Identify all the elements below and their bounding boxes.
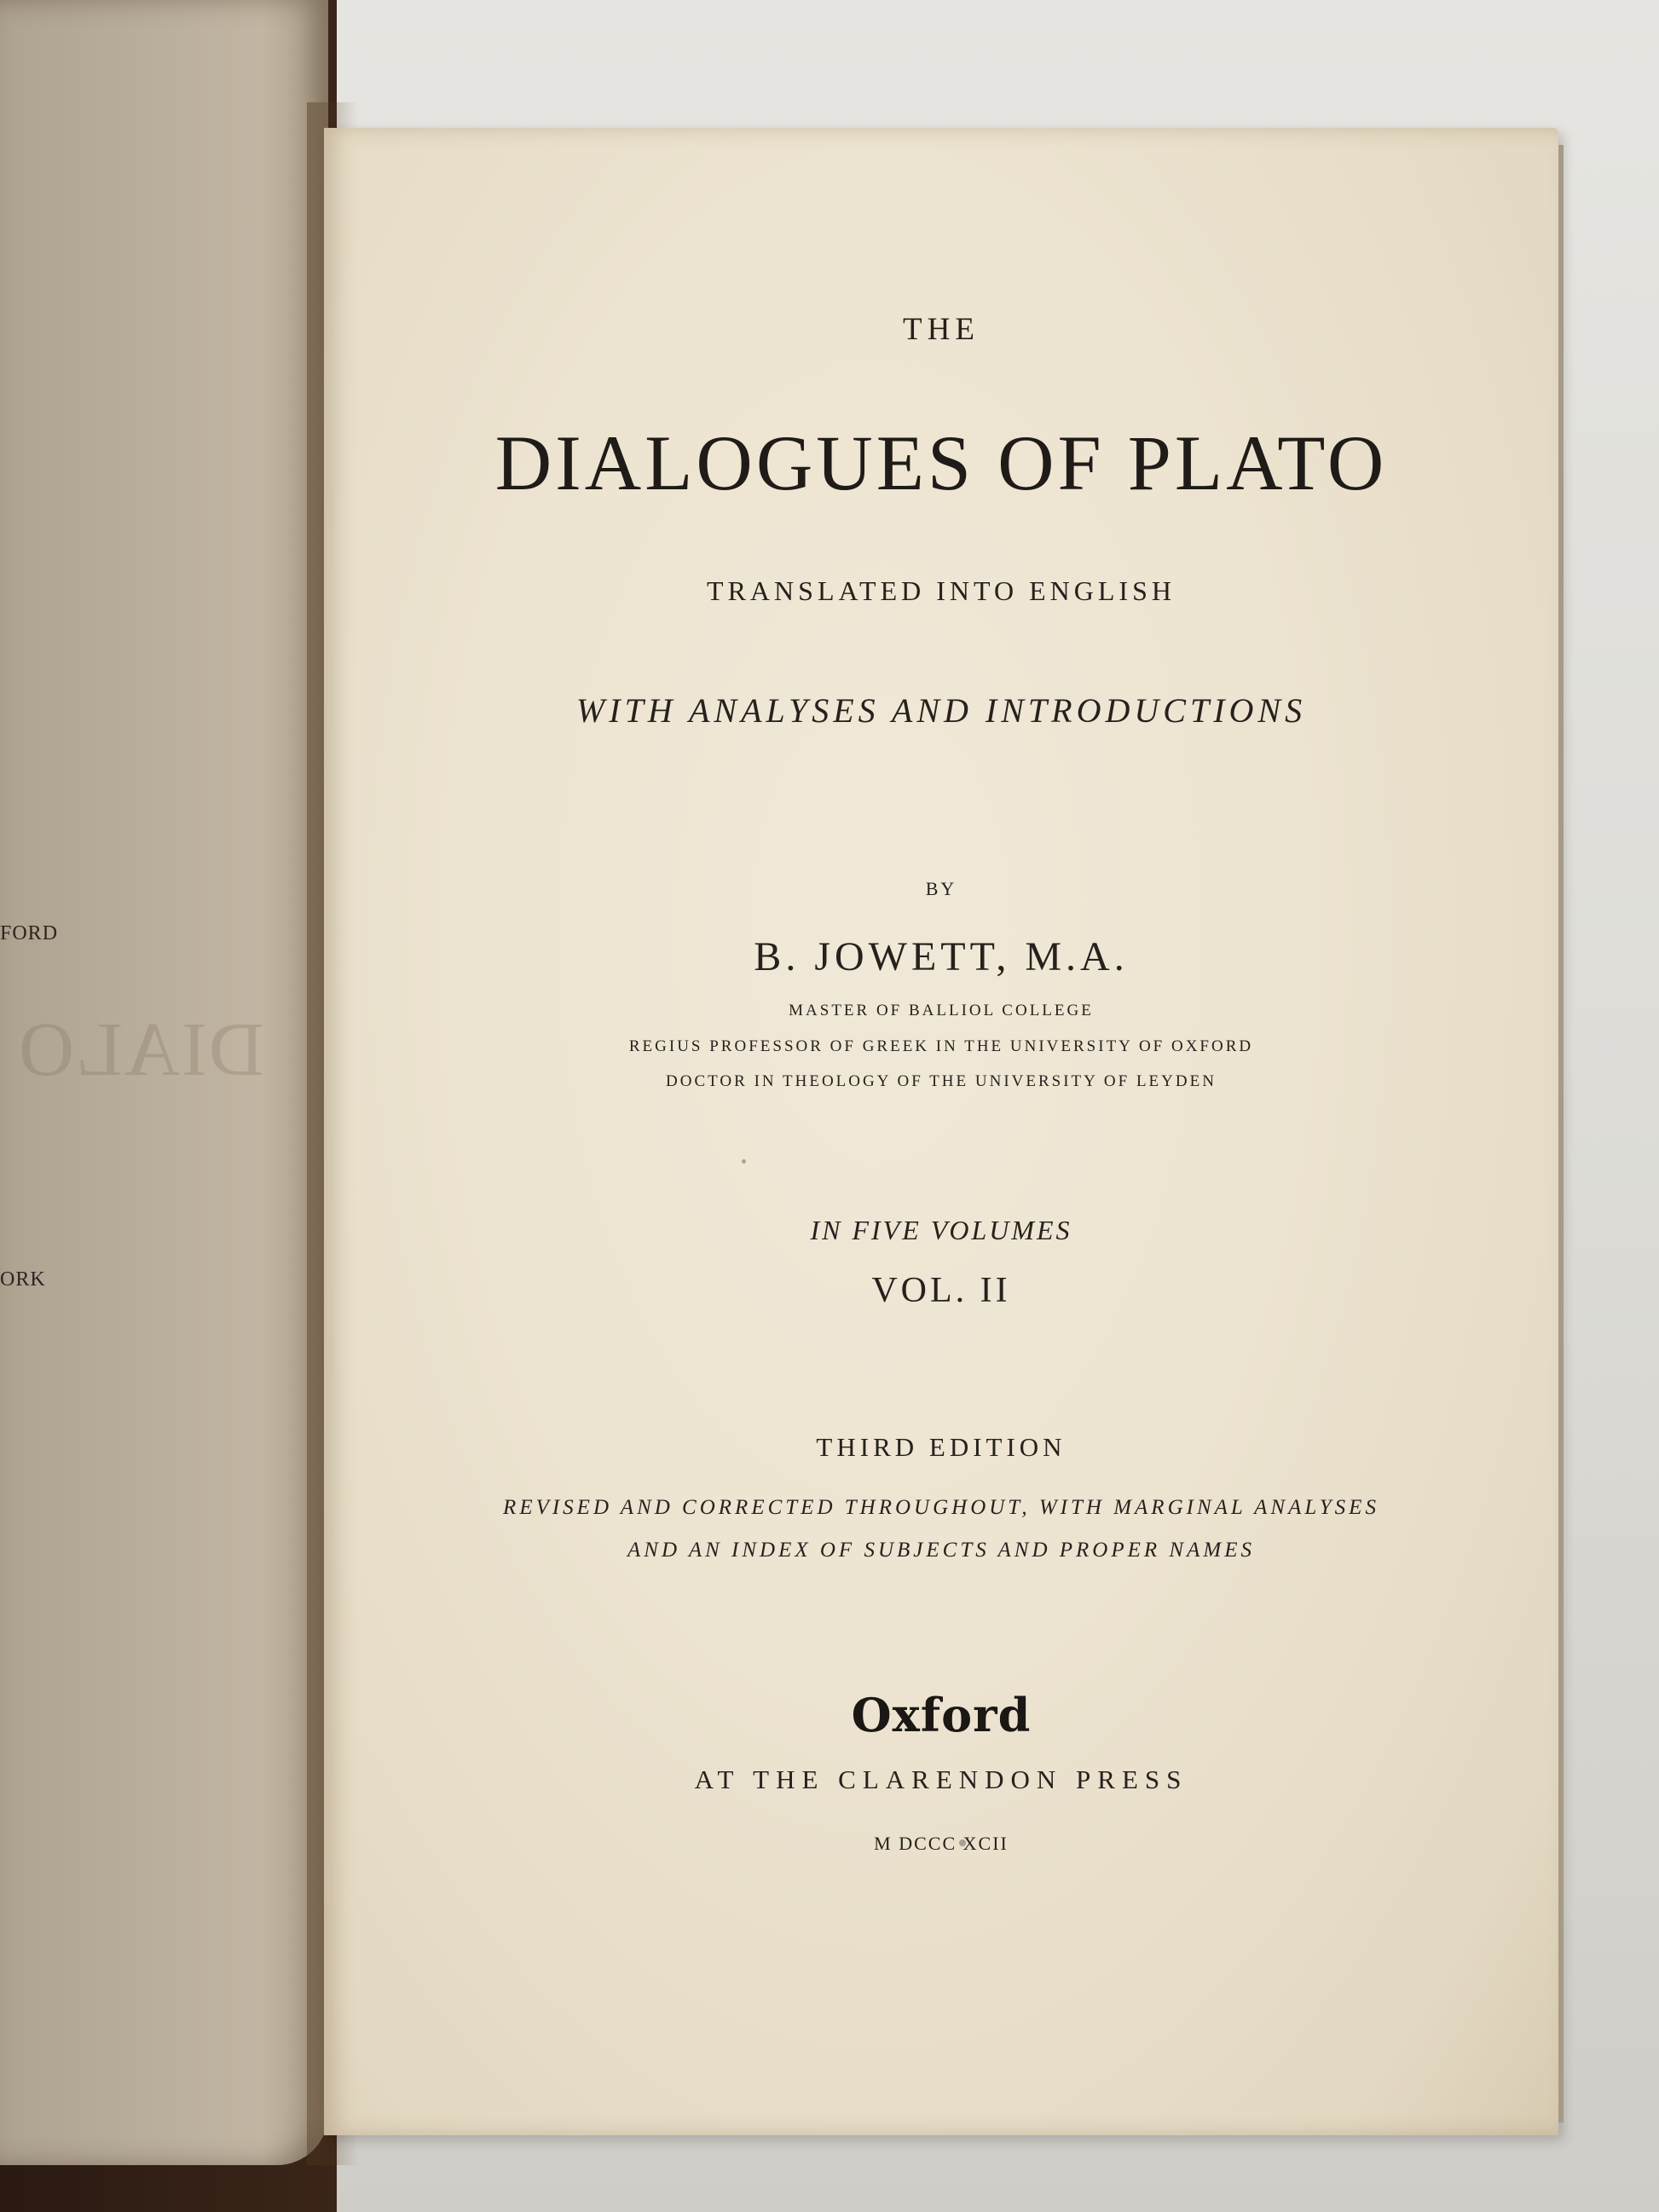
translated-line: TRANSLATED INTO ENGLISH [707, 575, 1176, 606]
volumes-count: IN FIVE VOLUMES [810, 1215, 1072, 1245]
author-credential: DOCTOR IN THEOLOGY OF THE UNIVERSITY OF LEYDEN [666, 1072, 1217, 1090]
left-page [0, 0, 328, 2165]
analyses-line: WITH ANALYSES AND INTRODUCTIONS [575, 691, 1307, 730]
publication-year: M DCCC XCII [874, 1833, 1009, 1854]
left-page-fragment-ford: FORD [0, 922, 59, 944]
title-article: THE [903, 312, 980, 347]
left-page-show-through: DIALO [17, 1008, 264, 1092]
book-title: DIALOGUES OF PLATO [494, 419, 1388, 506]
revision-note-line-1: REVISED AND CORRECTED THROUGHOUT, WITH MARGINAL ANALYSES [503, 1496, 1379, 1519]
author-credential: MASTER OF BALLIOL COLLEGE [789, 1002, 1094, 1019]
title-page [324, 128, 1558, 2135]
volume-number: VOL. II [871, 1271, 1011, 1310]
imprint-place: Oxford [851, 1688, 1032, 1742]
author-credential: REGIUS PROFESSOR OF GREEK IN THE UNIVERSITY OF OXFORD [628, 1037, 1254, 1055]
left-page-fragment-ork: ORK [0, 1268, 46, 1291]
by-line: BY [925, 878, 957, 899]
edition-line: THIRD EDITION [816, 1432, 1066, 1462]
author-name: B. JOWETT, M.A. [754, 934, 1129, 979]
paper-speck [959, 1839, 966, 1846]
revision-note-line-2: AND AN INDEX OF SUBJECTS AND PROPER NAMES [627, 1539, 1255, 1562]
paper-speck [742, 1159, 746, 1164]
publisher-line: AT THE CLARENDON PRESS [694, 1764, 1188, 1794]
